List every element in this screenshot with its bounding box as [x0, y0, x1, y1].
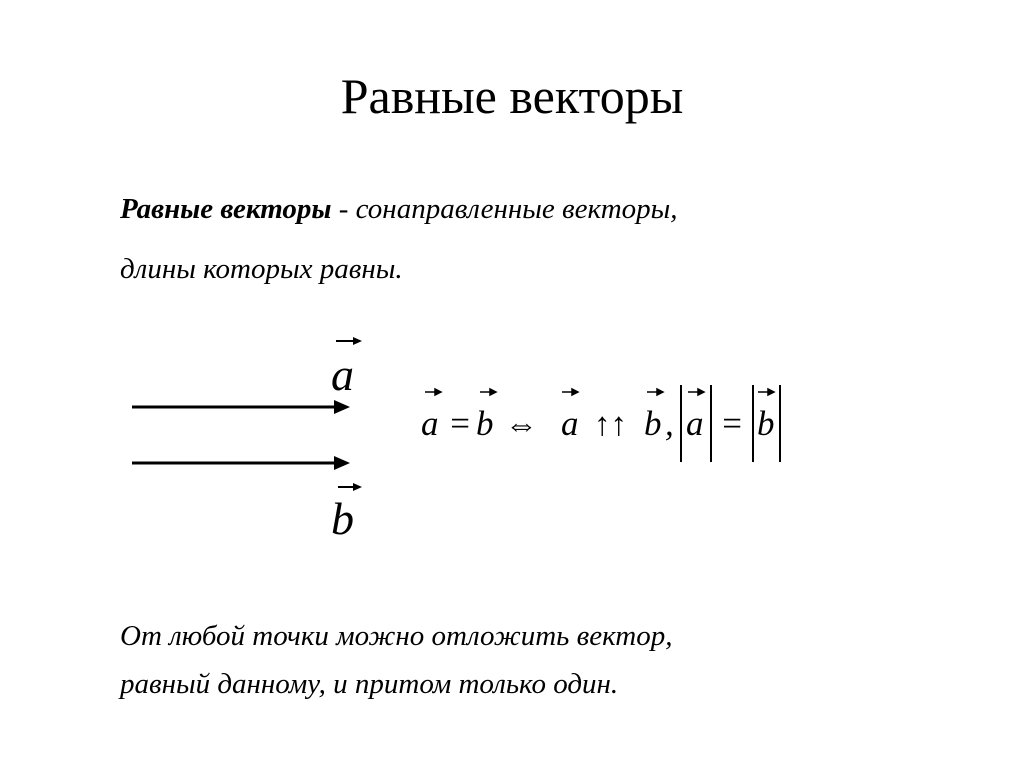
formula-a-3: a: [686, 404, 704, 443]
formula-a-2: a: [561, 404, 579, 443]
vector-b-arrow: [132, 456, 350, 470]
formula-b-1: b: [476, 404, 494, 443]
formula-equals-1: =: [448, 404, 472, 443]
label-a-text: a: [331, 349, 354, 400]
definition-line-2: длины которых равны.: [120, 253, 403, 285]
statement-line-1: От любой точки можно отложить вектор,: [120, 620, 673, 652]
formula-equals-2: =: [720, 404, 744, 443]
slide-title: Равные векторы: [340, 68, 684, 124]
vector-a-arrow: [132, 400, 350, 414]
formula-equivalent: ⇔: [505, 407, 538, 443]
vector-a-label: [331, 337, 362, 400]
formula-overarrows: [425, 389, 774, 395]
formula-b-3: b: [757, 404, 775, 443]
formula-codirected: ↑↑: [594, 407, 627, 443]
statement-line-2: равный данному, и притом только один.: [120, 668, 619, 700]
definition-text: - сонаправленные векторы,: [331, 193, 678, 225]
equality-formula: [421, 385, 780, 462]
label-b-text: b: [331, 493, 354, 544]
definition-term: Равные векторы: [120, 193, 332, 225]
formula-a-1: a: [421, 404, 439, 443]
formula-comma: ,: [665, 404, 674, 443]
vector-b-label: [331, 483, 362, 544]
formula-b-2: b: [644, 404, 662, 443]
